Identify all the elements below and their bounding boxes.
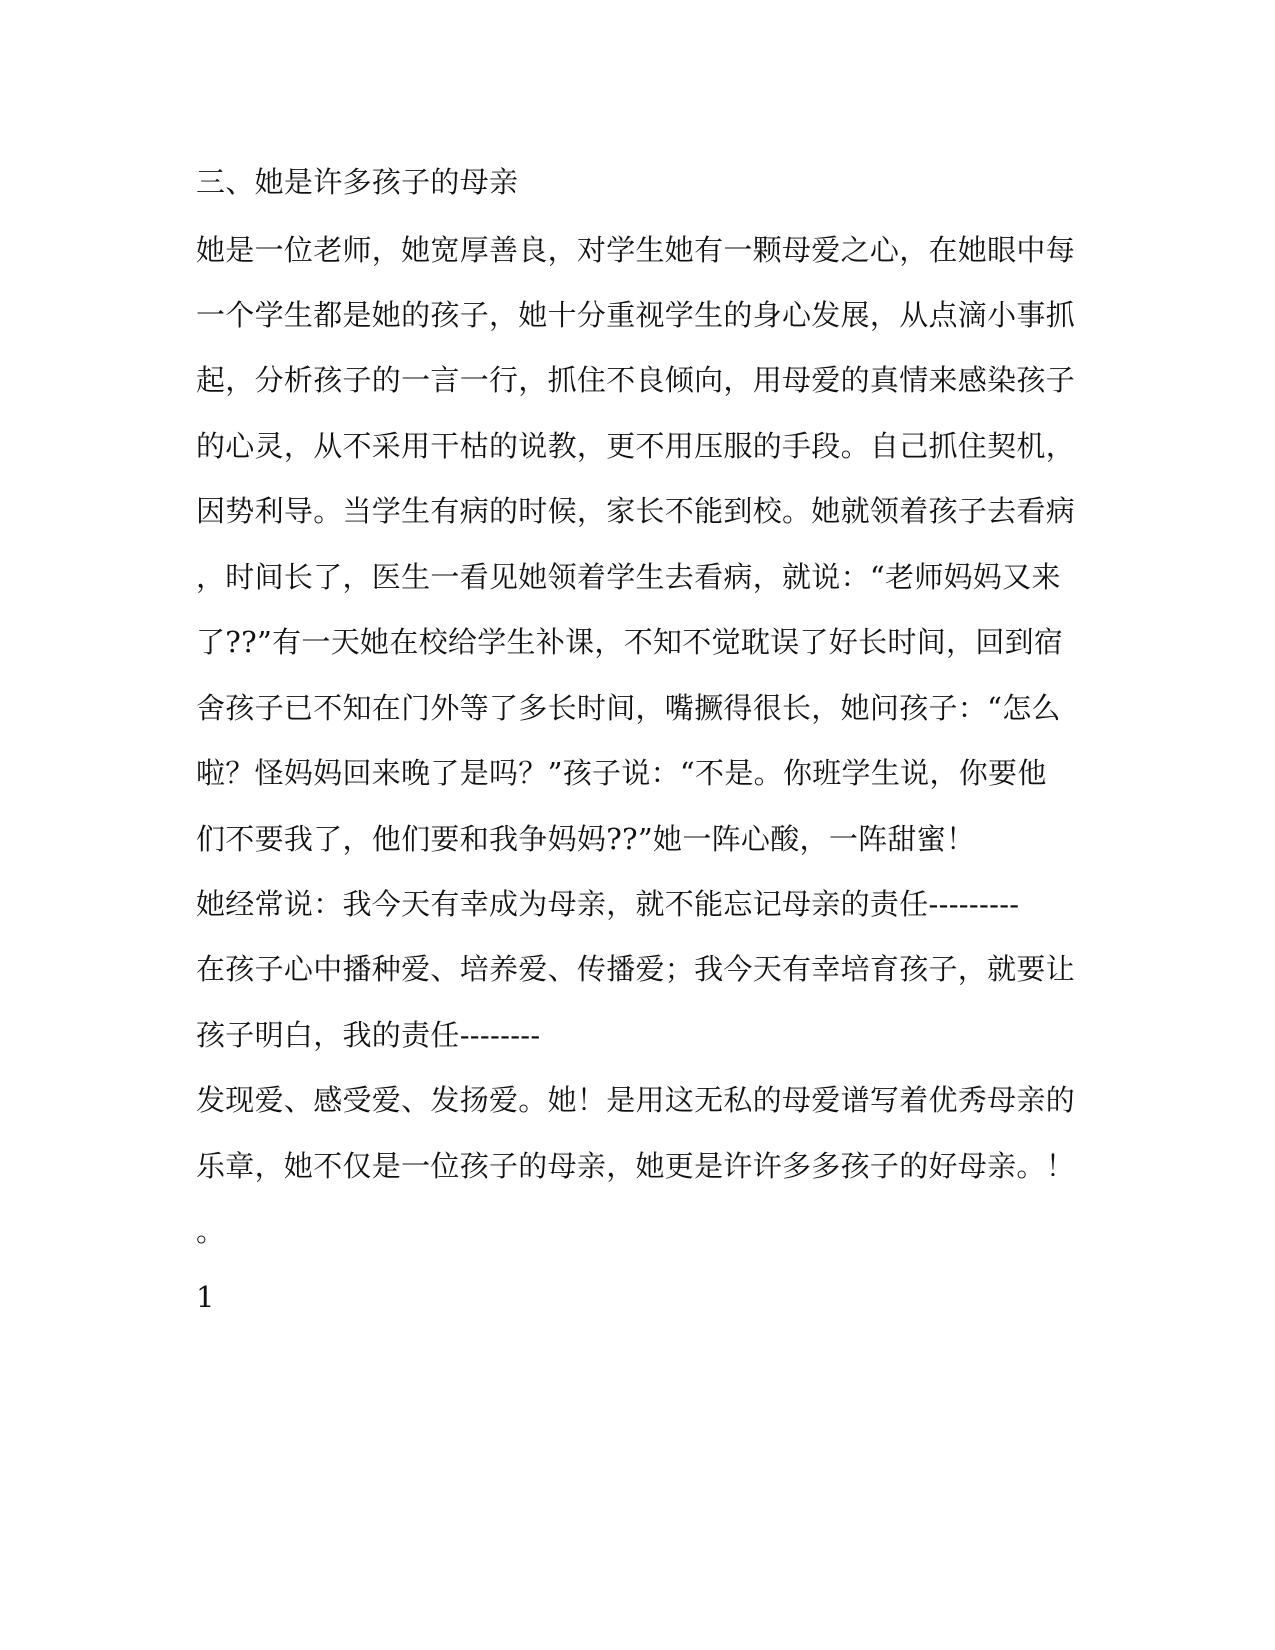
page-number: 1: [196, 1280, 215, 1314]
body-line: 了??”有一天她在校给学生补课，不知不觉耽误了好长时间，回到宿: [196, 625, 1064, 659]
body-line: 。: [196, 1214, 226, 1248]
body-line: 们不要我了，他们要和我争妈妈??”她一阵心酸，一阵甜蜜！: [196, 822, 976, 856]
body-line: 乐章，她不仅是一位孩子的母亲，她更是许许多多孩子的好母亲。！: [196, 1149, 1076, 1183]
body-line: 啦？怪妈妈回来晚了是吗？”孩子说：“不是。你班学生说，你要他: [196, 756, 1047, 790]
body-line: 发现爱、感受爱、发扬爱。她！是用这无私的母爱谱写着优秀母亲的: [196, 1083, 1076, 1117]
body-line: 因势利导。当学生有病的时候，家长不能到校。她就领着孩子去看病: [196, 494, 1076, 528]
body-line: 孩子明白，我的责任--------: [196, 1018, 541, 1052]
section-heading: 三、她是许多孩子的母亲: [196, 165, 519, 199]
body-line: 一个学生都是她的孩子，她十分重视学生的身心发展，从点滴小事抓: [196, 298, 1076, 332]
body-line: 她是一位老师，她宽厚善良，对学生她有一颗母爱之心，在她眼中每: [196, 233, 1076, 267]
body-line: 的心灵，从不采用干枯的说教，更不用压服的手段。自己抓住契机，: [196, 429, 1076, 463]
body-line: 舍孩子已不知在门外等了多长时间，嘴撅得很长，她问孩子：“怎么: [196, 691, 1061, 725]
body-line: 她经常说：我今天有幸成为母亲，就不能忘记母亲的责任---------: [196, 887, 1020, 921]
body-line: ，时间长了，医生一看见她领着学生去看病，就说：“老师妈妈又来: [196, 560, 1061, 594]
body-line: 起，分析孩子的一言一行，抓住不良倾向，用母爱的真情来感染孩子: [196, 363, 1076, 397]
body-line: 在孩子心中播种爱、培养爱、传播爱；我今天有幸培育孩子，就要让: [196, 952, 1076, 986]
